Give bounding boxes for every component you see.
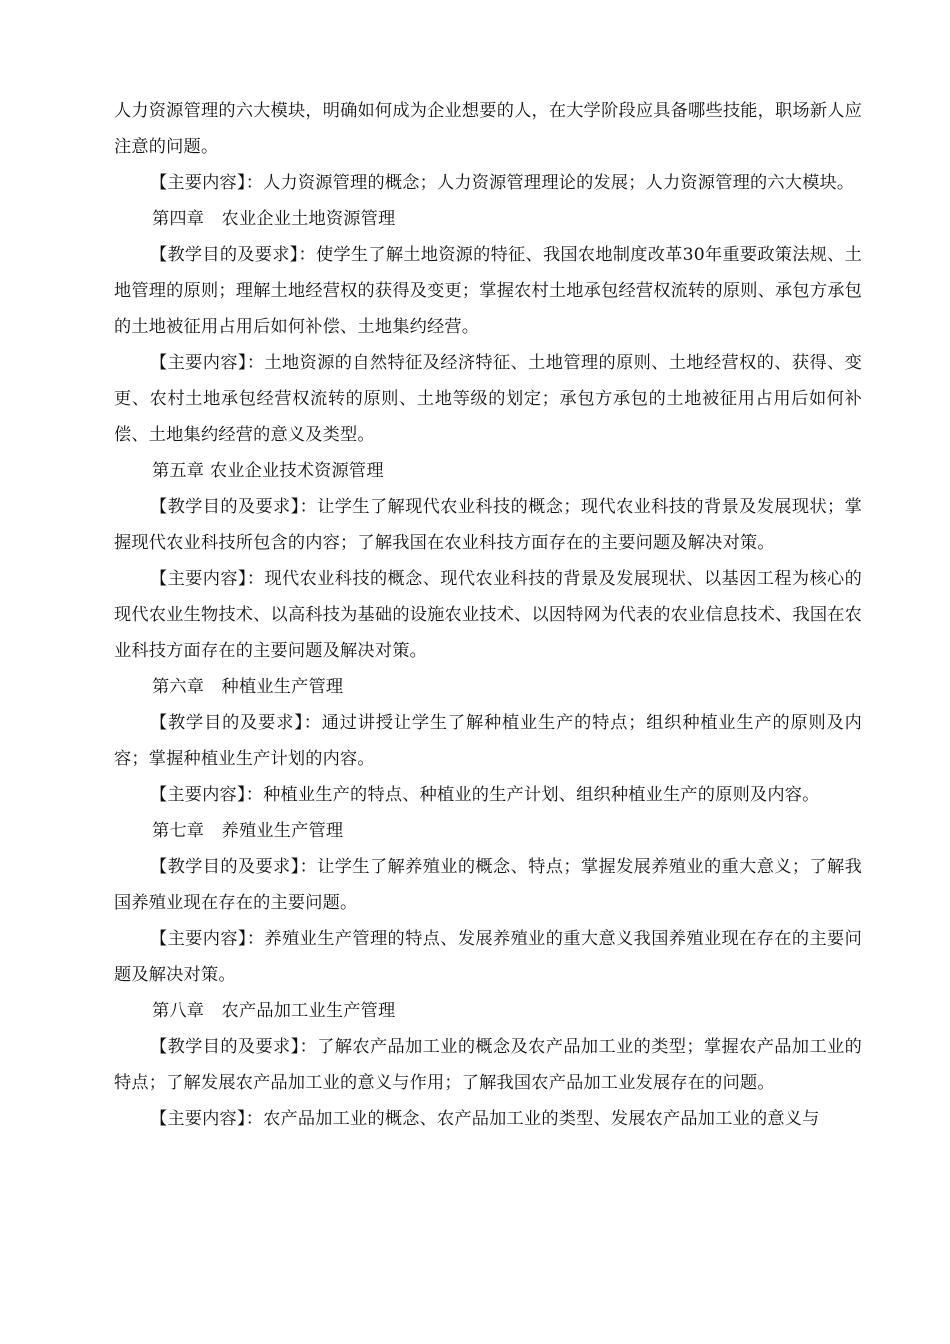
paragraph-ch4-main-content: [114, 345, 862, 453]
paragraph-text: ：使学生了解土地资源的特征、我国农地制度改革30年重要政策法规、土地管理的原则；理解土地经营权的获得及变更；掌握农村土地承包经营权流转的原则、承包方承包的土地被征用占用后如何补偿、土地集约经营。: [114, 245, 862, 337]
paragraph-text: ：通过讲授让学生了解种植业生产的特点；组织种植业生产的原则及内容；掌握种植业生产计划的内容。: [114, 713, 863, 769]
paragraph-text: ：种植业生产的特点、种植业的生产计划、组织种植业生产的原则及内容。: [245, 785, 820, 805]
paragraph-text: ：了解农产品加工业的概念及农产品加工业的类型；掌握农产品加工业的特点；了解发展农产品加工业的意义与作用；了解我国农产品加工业发展存在的问题。: [114, 1037, 862, 1093]
chapter-6-heading: 第六章 种植业生产管理: [152, 677, 344, 697]
paragraph-ch7-objectives: [114, 849, 862, 921]
paragraph-ch8-main-content: [114, 1101, 862, 1137]
paragraph-text: ：现代农业科技的概念、现代农业科技的背景及发展现状、以基因工程为核心的现代农业生物技术、以高科技为基础的设施农业技术、以因特网为代表的农业信息技术、我国在农业科技方面存在的主要问题及解决对策。: [114, 569, 862, 661]
paragraph-text: ：养殖业生产管理的特点、发展养殖业的重大意义我国养殖业现在存在的主要问题及解决对策。: [114, 929, 862, 985]
main-content-label: 【主要内容】: [150, 1109, 246, 1129]
main-content-label: 【主要内容】: [150, 173, 246, 193]
paragraph-text: ：农产品加工业的概念、农产品加工业的类型、发展农产品加工业的意义与: [245, 1109, 820, 1129]
paragraph-hr-intro-tail: [114, 93, 862, 165]
chapter-4-heading: 第四章 农业企业土地资源管理: [152, 209, 396, 229]
paragraph-ch6-main-content: [114, 777, 862, 813]
objectives-label: 【教学目的及要求】: [150, 1037, 300, 1057]
chapter-5-heading: 第五章 农业企业技术资源管理: [152, 461, 384, 481]
paragraph-text: ：让学生了解现代农业科技的概念；现代农业科技的背景及发展现状；掌握现代农业科技所包含的内容；了解我国在农业科技方面存在的主要问题及解决对策。: [114, 497, 862, 553]
objectives-label: 【教学目的及要求】: [150, 245, 299, 265]
main-content-label: 【主要内容】: [150, 569, 247, 589]
objectives-label: 【教学目的及要求】: [150, 497, 300, 517]
paragraph-ch5-main-content: [114, 561, 862, 669]
paragraph-ch8-objectives: [114, 1029, 862, 1101]
document-content: [114, 93, 862, 1137]
paragraph-ch6-objectives: [114, 705, 862, 777]
main-content-label: 【主要内容】: [150, 353, 247, 373]
paragraph-text: ：人力资源管理的概念；人力资源管理理论的发展；人力资源管理的六大模块。: [245, 173, 855, 193]
objectives-label: 【教学目的及要求】: [150, 857, 300, 877]
chapter-8-heading: 第八章 农产品加工业生产管理: [152, 1001, 396, 1021]
paragraph-text: ：土地资源的自然特征及经济特征、土地管理的原则、土地经营权的、获得、变更、农村土地承包经营权流转的原则、土地等级的划定；承包方承包的土地被征用占用后如何补偿、土地集约经营的意义及类型。: [114, 353, 862, 445]
paragraph-text: ：让学生了解养殖业的概念、特点；掌握发展养殖业的重大意义；了解我国养殖业现在存在的主要问题。: [114, 857, 862, 913]
objectives-label: 【教学目的及要求】: [150, 713, 304, 733]
paragraph-text: 人力资源管理的六大模块，明确如何成为企业想要的人，在大学阶段应具备哪些技能，职场新人应注意的问题。: [114, 101, 862, 157]
paragraph-ch7-main-content: [114, 921, 862, 993]
main-content-label: 【主要内容】: [150, 929, 247, 949]
chapter-7-heading: 第七章 养殖业生产管理: [152, 821, 344, 841]
main-content-label: 【主要内容】: [150, 785, 246, 805]
paragraph-ch3-main-content: [114, 165, 862, 201]
paragraph-ch5-objectives: [114, 489, 862, 561]
paragraph-ch4-objectives: [114, 237, 862, 345]
